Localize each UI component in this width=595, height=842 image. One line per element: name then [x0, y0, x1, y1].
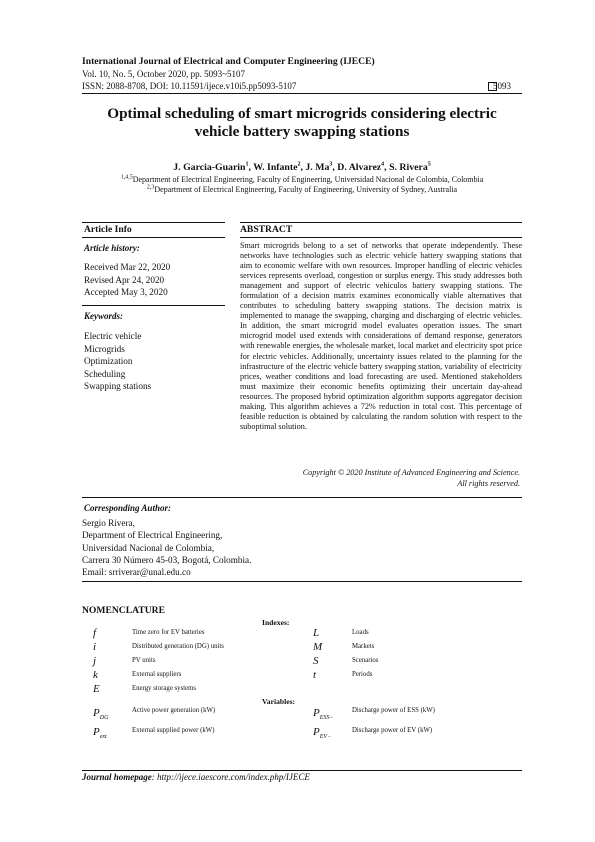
nomenclature-desc: Distributed generation (DG) units — [132, 643, 224, 650]
nomenclature-symbol — [93, 726, 107, 740]
nomenclature-symbol: j — [93, 655, 97, 667]
nomenclature-symbol — [313, 707, 333, 721]
variable-subscript: ESS− — [319, 715, 334, 722]
history-dates — [84, 261, 170, 299]
author-3-sup: 3 — [329, 161, 333, 168]
affiliation-2-text: Department of Electrical Engineering, Faculty of Engineering, University of Sydney, Australia — [154, 185, 458, 194]
page-number: 5093 — [493, 81, 511, 91]
corresponding-heading: Corresponding Author: — [84, 503, 171, 513]
received-date: Received Mar 22, 2020 — [84, 262, 171, 272]
abstract-sub-rule — [240, 237, 522, 238]
indexes-label: Indexes: — [262, 618, 290, 627]
keyword: Microgrids — [84, 343, 125, 354]
nomenclature-symbol — [93, 707, 108, 721]
copyright-line-2: All rights reserved. — [457, 479, 520, 488]
nomenclature-symbol: f — [93, 627, 97, 639]
keyword: Scheduling — [84, 368, 126, 379]
corresponding-bottom-rule — [82, 581, 522, 582]
author-list: J. Garcia-Guarin$^1$, W. Infante$^2$, J. Ma$^3$, D. Alvarez$^4$, S. Rivera$^5$ — [173, 161, 431, 173]
history-heading: Article history: — [84, 243, 140, 253]
volume-info: Vol. 10, No. 5, October 2020, pp. 5093~5107 — [82, 69, 245, 79]
nomenclature-symbol: L — [313, 627, 320, 639]
abstract-top-rule — [240, 222, 522, 223]
copyright-line-1: Copyright © 2020 Institute of Advanced Engineering and Science. — [302, 468, 520, 477]
article-info-sub-rule — [82, 237, 225, 238]
variable-base: P — [93, 707, 100, 719]
corresponding-details — [82, 517, 251, 578]
abstract-bottom-rule — [82, 497, 522, 498]
nomenclature-desc: Time zero for EV batteries — [132, 629, 205, 636]
corresponding-line: Carrera 30 Número 45-03, Bogotá, Colombia. — [82, 554, 252, 565]
author-5-sup: 5 — [427, 161, 431, 168]
keywords-list — [84, 330, 151, 393]
abstract-heading: ABSTRACT — [240, 224, 293, 235]
journal-homepage: Journal homepage: http://ijece.iaescore.com/index.php/IJECE — [82, 772, 310, 782]
nomenclature-heading: NOMENCLATURE — [82, 605, 165, 616]
author-3: J. Ma — [305, 162, 330, 173]
homepage-label: Journal homepage — [82, 772, 152, 782]
nomenclature-symbol: S — [313, 655, 319, 667]
affiliation-2 — [82, 185, 522, 194]
article-info-top-rule — [82, 222, 225, 223]
variables-label: Variables: — [262, 697, 296, 706]
nomenclature-desc: Loads — [352, 629, 369, 636]
affiliation-1-sup: 1,4,5 — [120, 174, 133, 181]
author-1: J. Garcia-Guarin — [173, 162, 246, 173]
keyword: Electric vehicle — [84, 331, 142, 341]
author-5: S. Rivera — [389, 162, 428, 173]
nomenclature-desc: PV units — [132, 657, 156, 664]
revised-date: Revised Apr 24, 2020 — [84, 274, 165, 285]
nomenclature-symbol: M — [313, 641, 323, 653]
variable-base: P — [313, 707, 320, 719]
accepted-date: Accepted May 3, 2020 — [84, 287, 168, 297]
keywords-rule — [82, 305, 225, 306]
nomenclature-desc: External supplied power (kW) — [132, 727, 215, 734]
affiliation-2-sup: 2,3 — [146, 184, 155, 191]
title-line-2: vehicle battery swapping stations — [194, 123, 410, 140]
corresponding-line: Sergio Rivera, — [82, 518, 135, 528]
nomenclature-desc: Energy storage systems — [132, 685, 197, 692]
keyword: Optimization — [84, 356, 133, 366]
nomenclature-desc: Periods — [352, 671, 373, 678]
nomenclature-symbol: k — [93, 669, 98, 681]
homepage-url[interactable]: http://ijece.iaescore.com/index.php/IJECE — [157, 772, 310, 782]
nomenclature-desc: Discharge power of ESS (kW) — [352, 707, 435, 714]
nomenclature-desc: Scenarios — [352, 657, 379, 664]
affiliation-1 — [82, 175, 522, 184]
author-2-sup: 2 — [297, 161, 301, 168]
variable-base: P — [93, 726, 100, 738]
affiliation-1-text: Department of Electrical Engineering, Faculty of Engineering, Universidad Nacional de Colombia, Colombia — [132, 175, 484, 184]
article-info-heading: Article Info — [84, 224, 132, 235]
nomenclature-symbol: t — [313, 669, 317, 681]
nomenclature-symbol: E — [93, 683, 100, 695]
corresponding-line: Email: srriverar@unal.edu.co — [82, 567, 191, 578]
variable-subscript: DG — [99, 715, 109, 722]
corresponding-line: Department of Electrical Engineering, — [82, 530, 223, 541]
author-4-sup: 4 — [381, 161, 385, 168]
author-1-sup: 1 — [245, 161, 249, 168]
variable-base: P — [313, 726, 320, 738]
nomenclature-symbol — [313, 726, 331, 740]
keyword: Swapping stations — [84, 381, 152, 391]
footer-rule — [82, 770, 522, 771]
copyright — [240, 467, 520, 489]
corresponding-line: Universidad Nacional de Colombia, — [82, 542, 215, 553]
author-4: D. Alvarez — [337, 162, 382, 173]
author-2: W. Infante — [253, 162, 298, 173]
paper-title — [82, 105, 522, 141]
abstract-text: Smart microgrids belong to a set of networks that operate independently. These networks have technologies such as electric vehicle battery swapping stations that aim to economic welfare with own resources. Improper handling of electric vehicles services represents overload, congestion or surplus energy. This study addresses both management and support of electric vehiculos battery swapping stations. The formulation of a decision matrix examines economically viable alternatives that contributes to scheduling battery swapping stations. The decision matrix is implemented to manage the swapping, charging and discharging of electric vehicles. In addition, the smart microgrid model evaluates operation issues. The smart microgrid model used extends with considerations of demand response, generators with renewable energies, the wholesale market, local market and electricity spot price for electric vehicles. Additionally, uncertainty issues related to the planning for the infrastructure of the electric vehicle battery swapping station, variability of electricity prices, weather conditions and load forecasting are used. Mentioned stakeholders must maximize their economic benefits optimizing their uncertain day-ahead resources. The proposed hybrid optimization algorithm supports aggregator decision making. This algorithm achieves a 72% reduction in total cost. This percentage of feasible reduction is obtained by calculating the random solution with respect to the suboptimal solution. — [240, 241, 522, 431]
header-rule — [82, 93, 522, 94]
issn-doi: ISSN: 2088-8708, DOI: 10.11591/ijece.v10i5.pp5093-5107 — [82, 81, 297, 91]
keywords-heading: Keywords: — [84, 311, 123, 321]
variable-subscript: ext — [99, 734, 107, 741]
nomenclature-desc: Markets — [352, 643, 375, 650]
nomenclature-symbol: i — [93, 641, 97, 653]
nomenclature-desc: External suppliers — [132, 671, 182, 678]
title-line-1: Optimal scheduling of smart microgrids considering electric — [107, 105, 497, 122]
nomenclature-desc: Active power generation (kW) — [132, 707, 216, 714]
variable-subscript: EV− — [319, 734, 332, 741]
nomenclature-desc: Discharge power of EV (kW) — [352, 727, 433, 734]
journal-name: International Journal of Electrical and Computer Engineering (IJECE) — [82, 56, 375, 67]
